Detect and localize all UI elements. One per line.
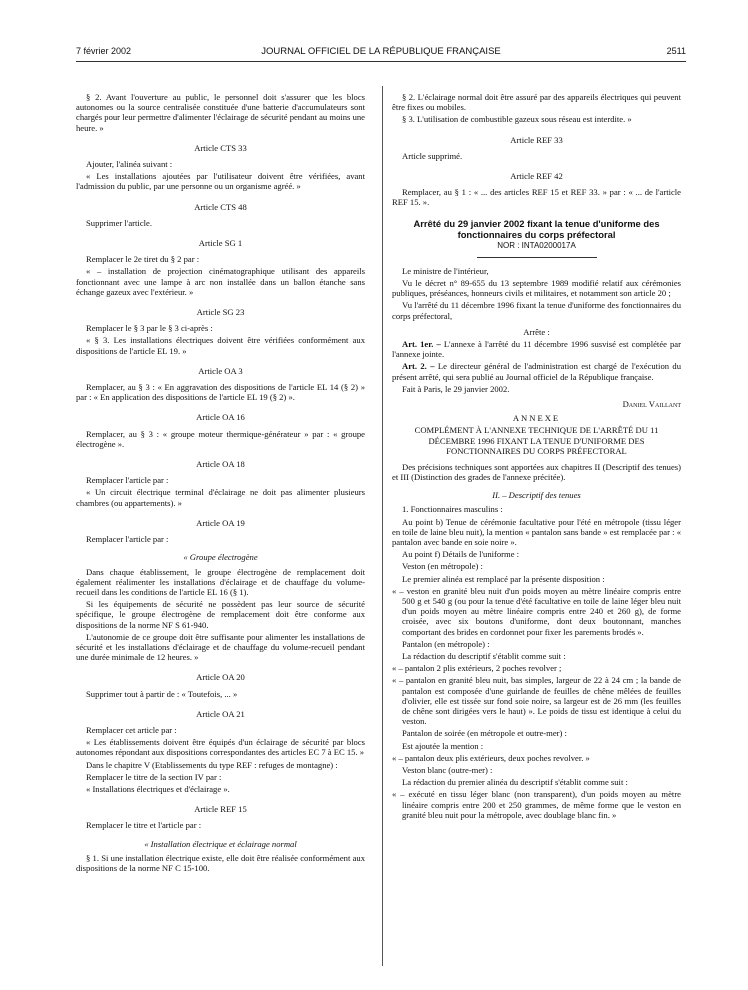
paragraph: « Installations électriques et d'éclairage ». [86,783,230,794]
header-date: 7 février 2002 [76,46,132,56]
paragraph: La rédaction du descriptif s'établit comme suit : [402,650,566,661]
paragraph: « § 3. Les installations électriques doivent être vérifiées conformément aux dispositions de l'article EL 19. » [76,335,365,356]
article-heading: Article SG 23 [196,307,245,318]
paragraph: « – installation de projection cinématographique utilisant des appareils fonctionnant avec une lampe à arc non installée dans un ballon étanche sans échange gazeux avec l'extérieur. » [76,266,365,297]
article-1-label: Art. 1er. – [402,339,441,350]
paragraph: « – exécuté en tissu léger blanc (non transparent), d'un poids moyen au mètre linéaire compris entre 200 et 250 grammes, de même forme que le veston en granité bleu nuit pour la métropole, avec doublage blanc fin. » [392,789,681,820]
section-heading: II. – Descriptif des tenues [492,490,581,501]
paragraph: Ajouter, l'alinéa suivant : [86,159,173,170]
section-heading: « Groupe électrogène [183,552,258,563]
paragraph: Au point b) Tenue de cérémonie facultative pour l'été en métropole (tissu léger en toile de laine bleu nuit), la mention « pantalon sans bande » est remplacée par : « pantalon avec bande en soie noire ». [392,516,681,547]
paragraph: Remplacer le § 3 par le § 3 ci-après : [86,323,213,334]
article-heading: Article REF 42 [510,171,563,182]
paragraph: « Les installations ajoutées par l'utilisateur doivent être vérifiées, avant l'admission du public, par une personne ou un organisme agréé. » [76,171,365,192]
paragraph: Pantalon de soirée (en métropole et outre-mer) : [402,728,567,739]
article-heading: Article REF 15 [194,804,247,815]
paragraph: Remplacer l'article par : [86,475,169,486]
arrete-label: Arrête : [523,326,550,337]
paragraph: Supprimer l'article. [86,217,152,228]
paragraph: Remplacer, au § 3 : « En aggravation des dispositions de l'article EL 14 (§ 2) » par : « En application des dispositions de l'article EL 19 (§ 2) ». [76,382,365,403]
paragraph: Article supprimé. [402,150,463,161]
paragraph: Est ajoutée la mention : [402,740,484,751]
paragraph: « Un circuit électrique terminal d'éclairage ne doit pas alimenter plusieurs chambres (ou appartements). » [76,487,365,508]
paragraph: 1. Fonctionnaires masculins : [402,504,503,515]
page-number: 2511 [666,46,686,56]
paragraph: Fait à Paris, le 29 janvier 2002. [402,383,510,394]
section-heading: « Installation électrique et éclairage normal [144,838,297,849]
paragraph: Vu l'arrêté du 11 décembre 1996 fixant la tenue d'uniforme des fonctionnaires du corps préfectoral, [392,300,681,321]
article-2 [392,361,681,381]
paragraph: « – veston en granité bleu nuit d'un poids moyen au mètre linéaire compris entre 500 g et 540 g (ou pour la tenue d'été facultative en toile de laine léger bleu nuit d'un poids moyen au mètre linéaire compris entre 240 et 260 g), de forme croisée, avec six boutons d'uniforme, dont deux boutonnant, manches comportant des brides en cordonnet pour fixer les parements brodés ». [392,585,681,637]
paragraph: Si les équipements de sécurité ne possèdent pas leur source de sécurité spécifique, le groupe électrogène de remplacement doit être conforme aux dispositions de la norme NF S 61-940. [76,599,365,630]
article-heading: Article OA 21 [196,708,245,719]
paragraph: § 2. L'éclairage normal doit être assuré par des appareils électriques qui peuvent être fixes ou mobiles. [392,92,681,113]
article-heading: Article CTS 48 [194,201,247,212]
paragraph: Le premier alinéa est remplacé par la présente disposition : [402,573,605,584]
article-heading: Article SG 1 [198,238,243,249]
paragraph: Le ministre de l'intérieur, [402,265,489,276]
article-heading: Article OA 20 [196,672,245,683]
nor-rule [477,257,597,258]
right-column [392,92,681,822]
paragraph: « – pantalon deux plis extérieurs, deux poches revolver. » [392,752,590,763]
header-title: JOURNAL OFFICIEL DE LA RÉPUBLIQUE FRANÇAISE [261,46,501,57]
paragraph: Remplacer, au § 3 : « groupe moteur thermique-générateur » par : « groupe électrogène ». [76,428,365,449]
paragraph: « – pantalon 2 plis extérieurs, 2 poches revolver ; [392,663,562,674]
paragraph: « Les établissements doivent être équipés d'un éclairage de sécurité par blocs autonomes répondant aux dispositions correspondantes des articles EC 7 à EC 15. » [76,737,365,758]
left-column [76,92,365,875]
nor-reference: NOR : INTA0200017A [497,240,576,250]
article-heading: Article OA 16 [196,412,245,423]
header-rule [76,61,686,62]
page-header [76,46,686,62]
signature: Daniel Vaillant [622,399,681,410]
paragraph: Remplacer le titre et l'article par : [86,820,202,831]
paragraph: § 2. Avant l'ouverture au public, le personnel doit s'assurer que les blocs autonomes ou la source centralisée constituée d'une batterie d'accumulateurs sont chargés pour leur permettre d'alimenter l'éclairage de sécurité pendant au moins une heure. » [76,92,365,133]
article-heading: Article OA 18 [196,459,245,470]
paragraph: Remplacer le titre de la section IV par : [86,771,222,782]
paragraph: Veston (en métropole) : [402,561,483,572]
arrete-title: Arrêté du 29 janvier 2002 fixant la tenue d'uniforme des fonctionnaires du corps préfectoral [413,217,660,240]
paragraph: Dans le chapitre V (Etablissements du type REF : refuges de montagne) : [86,759,338,770]
article-heading: Article OA 19 [196,517,245,528]
paragraph: § 3. L'utilisation de combustible gazeux sous réseau est interdite. » [402,114,632,125]
article-heading: Article CTS 33 [194,142,247,153]
paragraph: Supprimer tout à partir de : « Toutefois, ... » [86,688,238,699]
paragraph: Vu le décret n° 89-655 du 13 septembre 1989 modifié relatif aux cérémonies publiques, préséances, honneurs civils et militaires, et notamment son article 20 ; [392,278,681,299]
paragraph: Dans chaque établissement, le groupe électrogène de remplacement doit également réalimenter les installations d'éclairage et de chauffage du volume-recueil dans les conditions de l'article EL 16 (§ 1). [76,566,365,597]
paragraph: Remplacer le 2e tiret du § 2 par : [86,254,200,265]
paragraph: Veston blanc (outre-mer) : [402,764,493,775]
paragraph: Des précisions techniques sont apportées aux chapitres II (Descriptif des tenues) et III (Distinction des grades de l'annexe précitée). [392,461,681,482]
paragraph: Remplacer cet article par : [86,724,177,735]
article-heading: Article OA 3 [198,365,243,376]
article-1 [392,339,681,359]
annexe-heading: ANNEXE [512,413,561,424]
paragraph: Remplacer, au § 1 : « ... des articles REF 15 et REF 33. » par : « ... de l'article REF 15. ». [392,187,681,208]
paragraph: L'autonomie de ce groupe doit être suffisante pour alimenter les installations de sécurité et les installations d'éclairage et de chauffage du volume-recueil pendant une durée minimale de 12 heures. » [76,631,365,663]
paragraph: « – pantalon en granité bleu nuit, bas simples, largeur de 22 à 24 cm ; la bande de pantalon est composée d'une guirlande de feuilles de chêne mêlées de feuilles d'olivier, elle est tissée sur fond soie noire, sa largeur est de 26 mm (les feuilles de chêne sont dirigées vers le haut) ». Le poids de tissu est identique à celui du veston. [392,675,681,727]
article-2-text: Le directeur général de l'administration est chargé de l'exécution du présent arrêté, qui sera publié au Journal officiel de la République française. [392,361,681,382]
article-2-label: Art. 2. – [402,361,435,372]
article-heading: Article REF 33 [510,134,563,145]
annexe-title: COMPLÉMENT À L'ANNEXE TECHNIQUE DE L'ARRÊTÉ DU 11 DÉCEMBRE 1996 FIXANT LA TENUE D'UNIFORME DES FONCTIONNAIRES DU CORPS PRÉFECTORAL [414,425,659,457]
paragraph: La rédaction du premier alinéa du descriptif s'établit comme suit : [402,777,628,788]
article-1-text: L'annexe à l'arrêté du 11 décembre 1996 susvisé est complétée par l'annexe jointe. [392,339,681,360]
paragraph: Pantalon (en métropole) : [402,638,490,649]
column-divider [382,86,383,966]
paragraph: § 1. Si une installation électrique existe, elle doit être réalisée conformément aux dispositions de la norme NF C 15-100. [76,852,365,873]
paragraph: Au point f) Détails de l'uniforme : [402,549,520,560]
paragraph: Remplacer l'article par : [86,534,169,545]
